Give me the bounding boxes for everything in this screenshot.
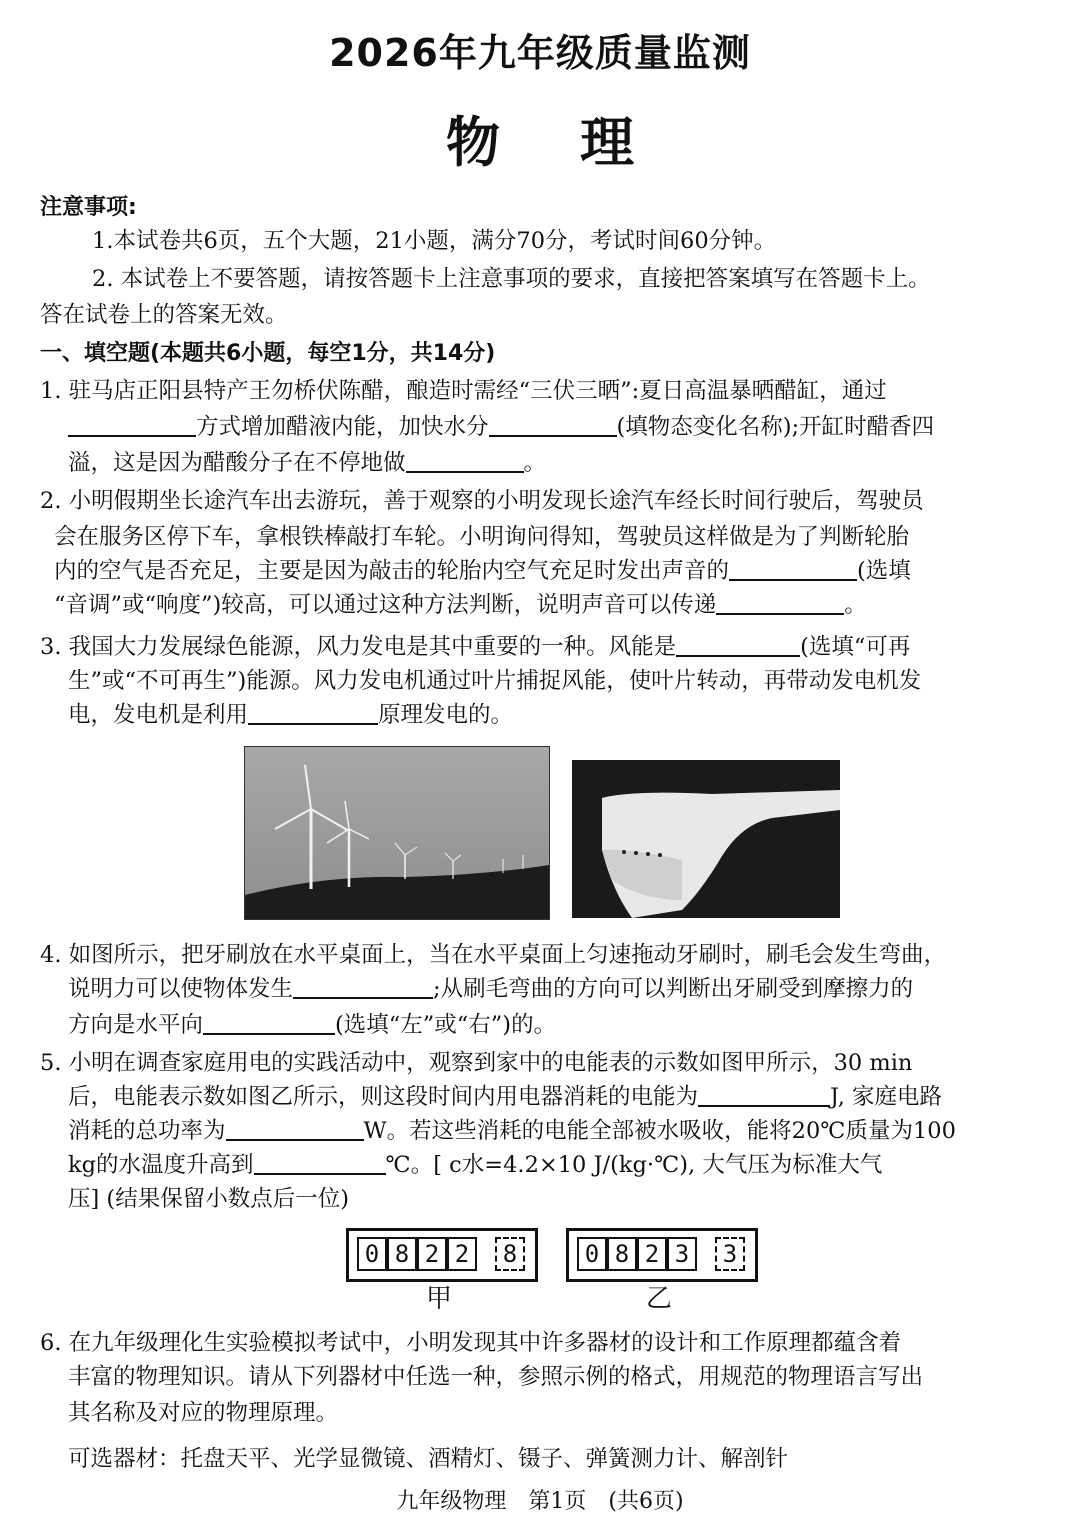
exam-title: 2026年九年级质量监测	[329, 31, 751, 75]
meter-yi-digit: 0	[577, 1237, 607, 1271]
q2-line-4: “音调”或“响度”)较高，可以通过这种方法判断，说明声音可以传递 。	[54, 588, 1064, 622]
q3-blank-2	[248, 699, 378, 725]
meter-jia-digit: 2	[417, 1237, 447, 1271]
q4-blank-1	[293, 973, 433, 999]
notice-item-2: 2. 本试卷上不要答题，请按答题卡上注意事项的要求，直接把答案填写在答题卡上。	[92, 266, 931, 292]
meter-yi-decimal: 3	[715, 1237, 745, 1271]
meter-jia-decimal: 8	[495, 1237, 525, 1271]
q6-line-2: 丰富的物理知识。请从下列器材中任选一种，参照示例的格式，用规范的物理语言写出	[68, 1364, 924, 1390]
q6-line-3: 其名称及对应的物理原理。	[68, 1400, 339, 1426]
q6-line-1: 6. 在九年级理化生实验模拟考试中，小明发现其中许多器材的设计和工作原理都蕴含着	[40, 1330, 902, 1356]
q2-blank-2	[716, 589, 844, 615]
wind-turbine-photo	[244, 746, 550, 920]
q4-line-3: 方向是水平向 (选填“左”或“右”)的。	[68, 1008, 1078, 1042]
q5-blank-3	[254, 1149, 386, 1175]
q3-line-3: 电，发电机是利用 原理发电的。	[68, 698, 1078, 732]
q1-line-3: 溢，这是因为醋酸分子在不停地做 。	[68, 446, 1078, 480]
meter-yi-digit: 2	[637, 1237, 667, 1271]
q2-line-1: 2. 小明假期坐长途汽车出去游玩，善于观察的小明发现长途汽车经长时间行驶后，驾驶员	[40, 488, 924, 514]
meter-yi	[566, 1228, 758, 1282]
q5-line-4: kg的水温度升高到 ℃。[ c水=4.2×10 J/(kg·℃), 大气压为标准大气	[68, 1148, 1078, 1182]
q4-blank-2	[203, 1009, 335, 1035]
section-heading: 一、填空题(本题共6小题，每空1分，共14分)	[40, 341, 496, 366]
meter-jia	[346, 1228, 538, 1282]
q6-line-4: 可选器材：托盘天平、光学显微镜、酒精灯、镊子、弹簧测力计、解剖针	[68, 1446, 789, 1472]
q3-line-2: 生”或“不可再生”)能源。风力发电机通过叶片捕捉风能，使叶片转动，再带动发电机发	[68, 668, 922, 694]
q5-line-1: 5. 小明在调查家庭用电的实践活动中，观察到家中的电能表的示数如图甲所示，30 min	[40, 1050, 913, 1076]
toothbrush-photo	[572, 760, 840, 918]
meter-jia-digit: 8	[387, 1237, 417, 1271]
q1-blank-3	[406, 447, 524, 473]
q4-line-1: 4. 如图所示，把牙刷放在水平桌面上，当在水平桌面上匀速拖动牙刷时，刷毛会发生弯曲，	[40, 942, 947, 968]
q2-blank-1	[729, 555, 857, 581]
q4-line-2: 说明力可以使物体发生 ;从刷毛弯曲的方向可以判断出牙刷受到摩擦力的	[68, 972, 1078, 1006]
meter-yi-digit: 3	[667, 1237, 697, 1271]
q5-blank-2	[226, 1115, 364, 1141]
q2-line-2: 会在服务区停下车，拿根铁棒敲打车轮。小明询问得知，驾驶员这样做是为了判断轮胎	[54, 524, 910, 550]
q3-blank-1	[676, 631, 800, 657]
meter-yi-digit: 8	[607, 1237, 637, 1271]
meter-jia-digit: 2	[447, 1237, 477, 1271]
meter-yi-label: 乙	[646, 1284, 673, 1314]
meter-jia-label: 甲	[426, 1284, 453, 1314]
q1-blank-2	[489, 411, 617, 437]
subject-title	[0, 100, 1080, 177]
page-footer: 九年级物理 第1页 (共6页)	[396, 1489, 684, 1514]
subject-char-1: 物	[446, 111, 500, 174]
notice-item-2-cont: 答在试卷上的答案无效。	[40, 302, 288, 328]
q5-blank-1	[698, 1081, 830, 1107]
q1-line-1: 1. 驻马店正阳县特产王勿桥伏陈醋，酿造时需经“三伏三晒”:夏日高温暴晒醋缸，通过	[40, 378, 887, 404]
q5-line-2: 后，电能表示数如图乙所示，则这段时间内用电器消耗的电能为 J, 家庭电路	[68, 1080, 1078, 1114]
meter-jia-digit: 0	[357, 1237, 387, 1271]
q1-blank-1	[68, 411, 196, 437]
q3-line-1: 3. 我国大力发展绿色能源，风力发电是其中重要的一种。风能是 (选填“可再	[40, 630, 1050, 664]
q2-line-3: 内的空气是否充足，主要是因为敲击的轮胎内空气充足时发出声音的 (选填	[54, 554, 1064, 588]
q1-line-2: 方式增加醋液内能，加快水分 (填物态变化名称);开缸时醋香四	[68, 410, 1078, 444]
q5-line-5: 压] (结果保留小数点后一位)	[68, 1186, 349, 1212]
notice-item-1: 1.本试卷共6页，五个大题，21小题，满分70分，考试时间60分钟。	[92, 228, 777, 254]
notice-heading: 注意事项:	[40, 195, 137, 220]
subject-char-2: 理	[580, 111, 634, 174]
q5-line-3: 消耗的总功率为 W。若这些消耗的电能全部被水吸收，能将20℃质量为100	[68, 1114, 1078, 1148]
